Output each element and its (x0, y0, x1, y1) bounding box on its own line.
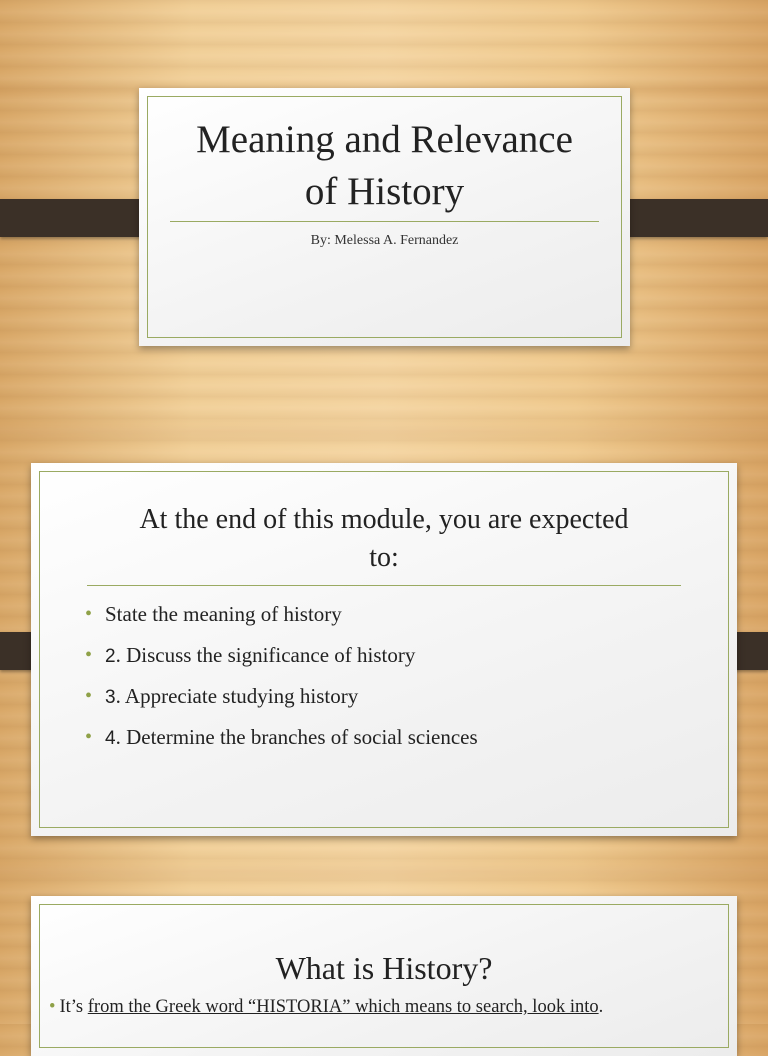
wood-grain (0, 420, 768, 442)
author-byline: By: Melessa A. Fernandez (310, 233, 459, 248)
bullet-icon: • (85, 644, 93, 666)
wood-grain (0, 860, 768, 882)
slide-title[interactable] (139, 88, 630, 346)
bullet-icon: • (85, 726, 93, 748)
title-rule (170, 221, 599, 222)
objectives-rule (87, 585, 681, 586)
bullet-icon: • (85, 603, 93, 625)
slide-objectives[interactable] (31, 463, 737, 836)
bullet-icon: • (49, 997, 56, 1017)
list-item: • State the meaning of history (85, 597, 478, 638)
objectives-heading-line-2: to: (369, 542, 399, 573)
slide1-left-strap (0, 199, 156, 237)
bullet-icon: • (85, 685, 93, 707)
what-is-history-heading: What is History? (275, 950, 493, 986)
list-item: • 3. Appreciate studying history (85, 679, 478, 720)
slide1-right-strap (612, 199, 768, 237)
slide-title-heading (139, 114, 630, 218)
list-item: • 2. Discuss the significance of history (85, 638, 478, 679)
slide-what-is-history[interactable] (31, 896, 737, 1056)
title-line-1: Meaning and Relevance (196, 118, 573, 161)
objectives-list (85, 597, 478, 761)
objectives-heading (71, 501, 697, 577)
objectives-heading-line-1: At the end of this module, you are expected (139, 504, 629, 535)
history-definition: • It’s from the Greek word “HISTORIA” which means to search, look into. (49, 997, 604, 1017)
list-item: • 4. Determine the branches of social sciences (85, 720, 478, 761)
title-line-2: of History (304, 170, 465, 213)
